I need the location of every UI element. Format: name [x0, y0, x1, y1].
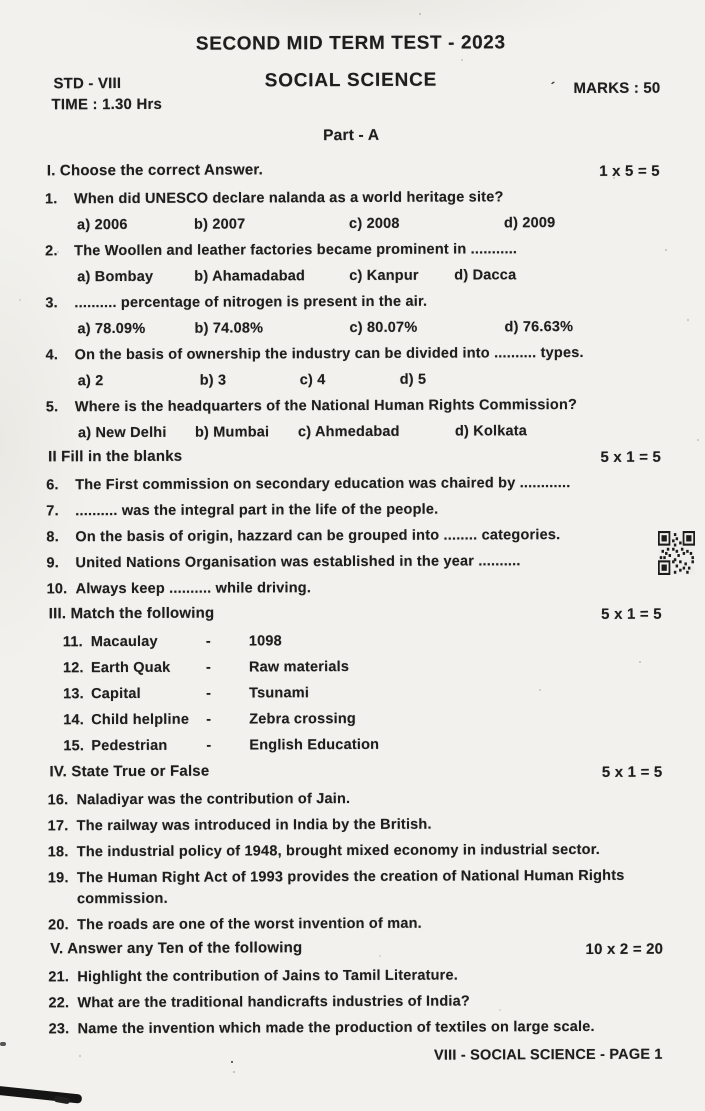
- section-heading: V. Answer any Ten of the following: [50, 939, 303, 958]
- section-marks: 5 x 1 = 5: [601, 763, 663, 781]
- option-c: c) 80.07%: [349, 319, 418, 337]
- question-row: [0, 290, 704, 314]
- match-right: Tsunami: [249, 685, 310, 702]
- question-text: .......... percentage of nitrogen is present in the air.: [74, 293, 428, 312]
- match-right: Zebra crossing: [249, 710, 356, 728]
- match-right: 1098: [248, 633, 282, 650]
- time-label: TIME : 1.30 Hrs: [51, 95, 163, 114]
- question-row: [2, 964, 705, 988]
- match-number: 13.: [63, 686, 84, 703]
- question-row: [2, 865, 705, 910]
- match-dash: -: [205, 659, 212, 676]
- option-a: a) 2: [77, 373, 104, 390]
- match-dash: -: [206, 685, 212, 702]
- question-number: 1.: [44, 191, 58, 208]
- option-a: a) Bombay: [77, 268, 154, 286]
- match-right: English Education: [249, 736, 380, 754]
- section-marks: 5 x 1 = 5: [600, 448, 662, 466]
- section-marks: 1 x 5 = 5: [599, 162, 660, 180]
- option-d: d) 76.63%: [504, 319, 574, 336]
- options-row: [0, 420, 705, 444]
- question-text: .......... was the integral part in the life of the people.: [75, 501, 439, 520]
- question-row: [0, 342, 705, 366]
- page-footer: VIII - SOCIAL SCIENCE - PAGE 1: [433, 1046, 663, 1064]
- question-number: 5.: [45, 399, 59, 416]
- question-number: 21.: [48, 969, 70, 986]
- question-text: When did UNESCO declare nalanda as a world heritage site?: [73, 189, 504, 208]
- question-row: [2, 839, 705, 863]
- options-row: [0, 316, 705, 340]
- match-dash: -: [206, 711, 212, 728]
- section-heading-row: [1, 758, 705, 785]
- question-text: United Nations Organisation was established in the year ..........: [75, 553, 521, 572]
- match-row: [1, 707, 705, 731]
- question-number: 18.: [47, 844, 69, 861]
- option-a: a) New Delhi: [77, 424, 167, 442]
- question-text: Always keep .......... while driving.: [75, 580, 312, 598]
- section-heading-row: [0, 157, 704, 184]
- question-number: 6.: [46, 477, 59, 494]
- question-text: The Human Right Act of 1993 provides the creation of National Human Rights commission.: [76, 867, 625, 908]
- option-a: a) 2006: [77, 216, 128, 234]
- question-row: [0, 394, 705, 418]
- qr-code-icon: [658, 531, 695, 575]
- match-row: [1, 681, 705, 705]
- question-number: 9.: [46, 555, 60, 572]
- question-number: 19.: [47, 870, 69, 887]
- match-right: Raw materials: [248, 659, 350, 676]
- option-c: c) 2008: [349, 215, 400, 233]
- option-b: b) 3: [199, 372, 227, 389]
- question-row: [0, 472, 705, 496]
- section-choose-correct-answer: [0, 157, 705, 444]
- match-number: 12.: [62, 660, 84, 677]
- option-b: b) Ahamadabad: [194, 268, 306, 285]
- question-row: [2, 990, 705, 1014]
- option-b: b) 74.08%: [194, 320, 264, 337]
- question-number: 20.: [48, 917, 69, 934]
- question-row: [1, 576, 705, 600]
- question-number: 7.: [46, 503, 59, 520]
- tick-mark-artifact: ´: [550, 79, 556, 96]
- match-row: [1, 655, 705, 679]
- match-left: Pedestrian: [91, 737, 168, 755]
- option-d: d) 5: [399, 371, 427, 388]
- total-marks-label: MARKS : 50: [573, 79, 661, 98]
- match-left: Capital: [91, 685, 141, 703]
- option-d: d) Dacca: [454, 267, 517, 284]
- match-dash: -: [206, 737, 212, 754]
- option-a: a) 78.09%: [77, 320, 146, 338]
- options-row: [0, 212, 704, 236]
- question-number: 17.: [47, 818, 69, 835]
- page-title: SECOND MID TERM TEST - 2023: [195, 32, 506, 55]
- option-b: b) Mumbai: [194, 424, 270, 441]
- question-row: [2, 912, 705, 936]
- question-text: The industrial policy of 1948, brought mixed economy in industrial sector.: [76, 841, 601, 861]
- question-text: The roads are one of the worst invention of man.: [77, 915, 422, 934]
- question-row: [2, 787, 705, 811]
- options-row: [0, 264, 704, 288]
- match-dash: -: [205, 633, 211, 650]
- part-heading: Part - A: [323, 126, 380, 145]
- question-text: The First commission on secondary education was chaired by ............: [75, 475, 571, 494]
- option-c: c) Kanpur: [349, 267, 419, 285]
- match-number: 11.: [62, 634, 83, 651]
- question-text: Name the invention which made the production of textiles on large scale.: [77, 1018, 595, 1038]
- match-left: Child helpline: [91, 711, 190, 729]
- question-text: Highlight the contribution of Jains to Tamil Literature.: [77, 967, 459, 986]
- match-number: 15.: [63, 738, 85, 755]
- question-number: 3.: [45, 295, 58, 312]
- question-text: What are the traditional handicrafts industries of India?: [77, 993, 470, 1012]
- section-fill-in-the-blanks: [0, 443, 705, 600]
- match-left: Earth Quak: [90, 659, 171, 677]
- question-text: Naladiyar was the contribution of Jain.: [76, 791, 351, 809]
- question-body: [0, 153, 705, 1068]
- match-left: Macaulay: [90, 633, 158, 651]
- question-number: 16.: [47, 792, 69, 809]
- section-heading: IV. State True or False: [49, 762, 210, 781]
- section-heading: I. Choose the correct Answer.: [46, 161, 263, 180]
- question-number: 4.: [45, 347, 59, 364]
- option-c: c) Ahmedabad: [297, 423, 400, 441]
- section-true-or-false: [1, 758, 705, 936]
- question-row: [0, 524, 705, 548]
- match-row: [1, 629, 705, 653]
- section-heading: II Fill in the blanks: [48, 447, 183, 466]
- ink-smudge: [0, 1042, 6, 1046]
- option-c: c) 4: [299, 372, 326, 389]
- question-text: On the basis of ownership the industry can be divided into .......... types.: [74, 344, 584, 364]
- options-row: [0, 368, 705, 392]
- match-number: 14.: [63, 712, 85, 729]
- question-text: The railway was introduced in India by the British.: [76, 816, 432, 835]
- option-b: b) 2007: [194, 216, 246, 233]
- section-heading: III. Match the following: [48, 604, 215, 623]
- section-heading-row: [0, 443, 705, 470]
- section-match-the-following: [1, 600, 705, 757]
- question-text: The Woollen and leather factories became prominent in ...........: [74, 241, 518, 260]
- question-row: [0, 186, 704, 210]
- section-answer-any-ten: [2, 935, 705, 1040]
- question-number: 8.: [46, 529, 59, 546]
- question-number: 22.: [48, 995, 70, 1012]
- subject-title: SOCIAL SCIENCE: [264, 69, 438, 92]
- question-row: [0, 238, 704, 262]
- standard-label: STD - VIII: [53, 75, 122, 93]
- section-heading-row: [1, 600, 705, 627]
- section-marks: 5 x 1 = 5: [601, 605, 662, 623]
- option-d: d) 2009: [504, 215, 556, 232]
- section-heading-row: [2, 935, 705, 962]
- section-marks: 10 x 2 = 20: [585, 940, 664, 958]
- question-row: [2, 813, 705, 837]
- question-number: 23.: [48, 1021, 70, 1038]
- question-row: [0, 550, 705, 574]
- question-row: [0, 498, 705, 522]
- option-d: d) Kolkata: [454, 423, 528, 440]
- question-text: Where is the headquarters of the National Human Rights Commission?: [74, 397, 578, 416]
- match-row: [1, 733, 705, 757]
- question-number: 2.: [45, 243, 58, 260]
- question-number: 10.: [46, 581, 68, 598]
- question-row: [3, 1016, 705, 1040]
- question-text: On the basis of origin, hazzard can be grouped into ........ categories.: [75, 527, 561, 546]
